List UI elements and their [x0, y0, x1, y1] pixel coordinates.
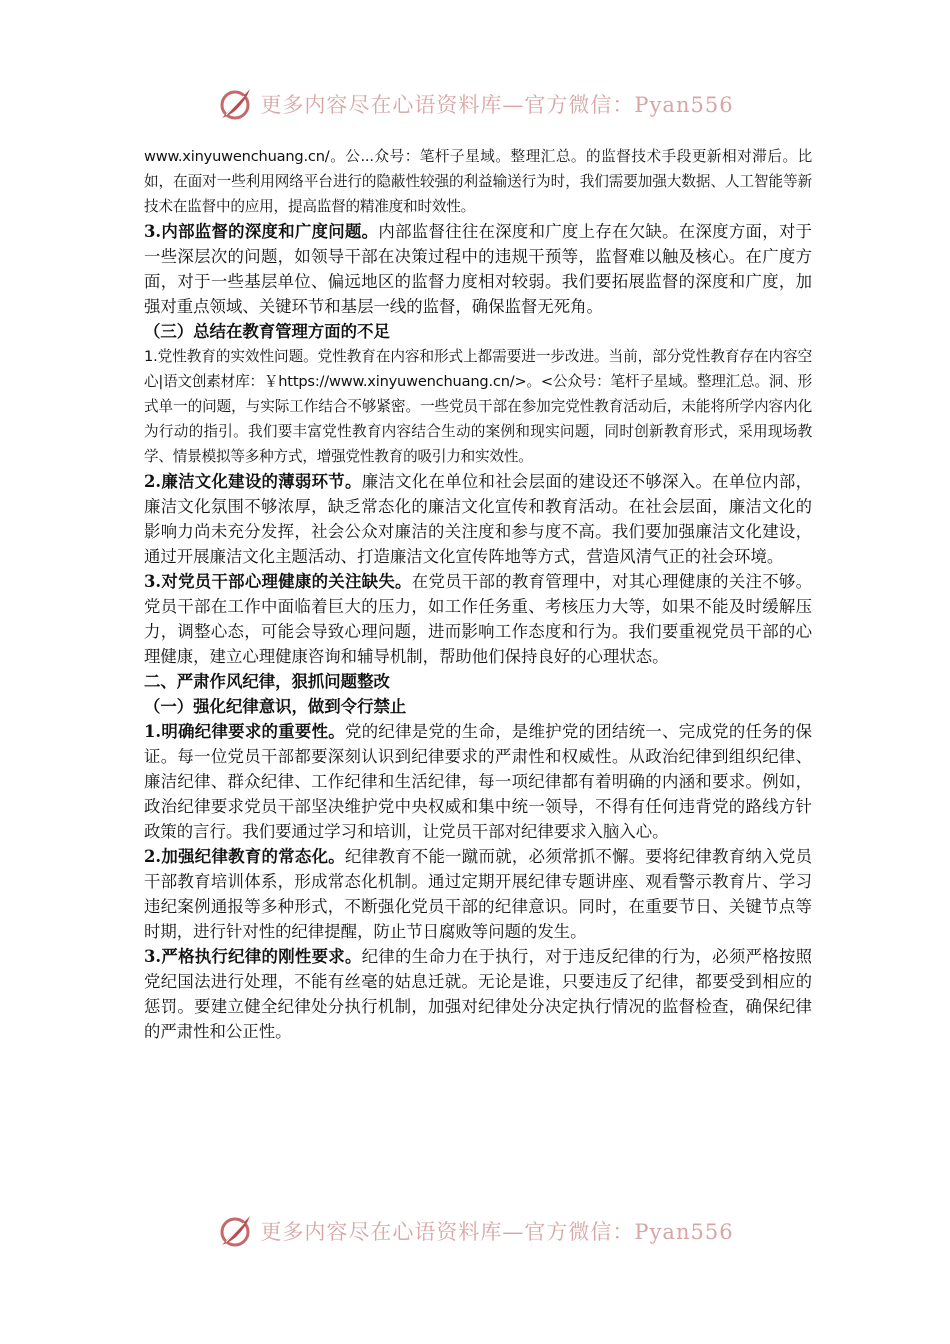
body-paragraph — [144, 944, 812, 1044]
feather-quill-logo-icon — [216, 84, 256, 124]
paragraph-text: 党的纪律是党的生命，是维护党的团结统一、完成党的任务的保证。每一位党员干部都要深刻认识到纪律要求的严肃性和权威性。从政治纪律到组织纪律、廉洁纪律、群众纪律、工作纪律和生活纪律，每一项纪律都有着明确的内涵和要求。例如，政治纪律要求党员干部坚决维护党中央权威和集中统一领导，不得有任何违背党的路线方针政策的言行。我们要通过学习和培训，让党员干部对纪律要求入脑入心。 — [144, 722, 812, 841]
paragraph-lead: （一）强化纪律意识，做到令行禁止 — [144, 697, 407, 716]
body-paragraph — [144, 219, 812, 319]
paragraph-text: 内部监督往往在深度和广度上存在欠缺。在深度方面，对于一些深层次的问题，如领导干部在决策过程中的违规干预等，监督难以触及核心。在广度方面，对于一些基层单位、偏远地区的监督力度相对较弱。我们要拓展监督的深度和广度，加强对重点领域、关键环节和基层一线的监督，确保监督无死角。 — [144, 222, 812, 316]
paragraph-lead: 3.内部监督的深度和广度问题。 — [144, 222, 379, 241]
paragraph-text: 纪律的生命力在于执行，对于违反纪律的行为，必须严格按照党纪国法进行处理，不能有丝毫的姑息迁就。无论是谁，只要违反了纪律，都要受到相应的惩罚。要建立健全纪律处分执行机制，加强对纪律处分决定执行情况的监督检查，确保纪律的严肃性和公正性。 — [144, 947, 812, 1041]
banner-text: 更多内容尽在心语资料库—官方微信：Pyan556 — [260, 1220, 734, 1244]
paragraph-lead: 2.廉洁文化建设的薄弱环节。 — [144, 472, 362, 491]
paragraph-text: 在党员干部的教育管理中，对其心理健康的关注不够。党员干部在工作中面临着巨大的压力，如工作任务重、考核压力大等，如果不能及时缓解压力，调整心态，可能会导致心理问题，进而影响工作态度和行为。我们要重视党员干部的心理健康，建立心理健康咨询和辅导机制，帮助他们保持良好的心理状态。 — [144, 572, 812, 666]
paragraph-lead: 1.明确纪律要求的重要性。 — [144, 722, 345, 741]
paragraph-lead: 3.严格执行纪律的刚性要求。 — [144, 947, 362, 966]
paragraph-lead: 3.对党员干部心理健康的关注缺失。 — [144, 572, 412, 591]
body-paragraph — [144, 344, 812, 469]
paragraph-lead: （三）总结在教育管理方面的不足 — [144, 322, 390, 341]
banner-text: 更多内容尽在心语资料库—官方微信：Pyan556 — [260, 93, 734, 117]
subsection-heading — [144, 319, 812, 344]
subsection-heading — [144, 694, 812, 719]
header-banner — [0, 82, 950, 126]
paragraph-text: 1.党性教育的实效性问题。党性教育在内容和形式上都需要进一步改进。当前，部分党性教育存在内容空心|语文创素材库：￥https://www.xinyuwenchuang.cn/>。<公众号：笔杆子星域。整理汇总。洞、形式单一的问题，与实际工作结合不够紧密。一些党员干部在参加完党性教育活动后，未能将所学内容内化为行动的指引。我们要丰富党性教育内容结合生动的案例和现实问题，同时创新教育形式，采用现场教学、情景模拟等多种方式，增强党性教育的吸引力和实效性。 — [144, 348, 813, 465]
body-paragraph — [144, 844, 812, 944]
body-paragraph — [144, 719, 812, 844]
feather-quill-logo-icon — [216, 1211, 256, 1251]
paragraph-text: 纪律教育不能一蹴而就，必须常抓不懈。要将纪律教育纳入党员干部教育培训体系，形成常态化机制。通过定期开展纪律专题讲座、观看警示教育片、学习违纪案例通报等多种形式，不断强化党员干部的纪律意识。同时，在重要节日、关键节点等时期，进行针对性的纪律提醒，防止节日腐败等问题的发生。 — [144, 847, 812, 941]
footer-banner — [0, 1209, 950, 1253]
paragraph-lead: 2.加强纪律教育的常态化。 — [144, 847, 345, 866]
body-paragraph — [144, 144, 812, 219]
section-heading — [144, 669, 812, 694]
body-paragraph — [144, 469, 812, 569]
body-paragraph — [144, 569, 812, 669]
paragraph-text: 廉洁文化在单位和社会层面的建设还不够深入。在单位内部，廉洁文化氛围不够浓厚，缺乏常态化的廉洁文化宣传和教育活动。在社会层面，廉洁文化的影响力尚未充分发挥，社会公众对廉洁的关注度和参与度不高。我们要加强廉洁文化建设，通过开展廉洁文化主题活动、打造廉洁文化宣传阵地等方式，营造风清气正的社会环境。 — [144, 472, 812, 566]
document-body — [144, 144, 812, 1044]
paragraph-lead: 二、严肃作风纪律，狠抓问题整改 — [144, 672, 390, 691]
paragraph-text: www.xinyuwenchuang.cn/。公...众号：笔杆子星域。整理汇总。的监督技术手段更新相对滞后。比如，在面对一些利用网络平台进行的隐蔽性较强的利益输送行为时，我们需要加强大数据、人工智能等新技术在监督中的应用，提高监督的精准度和时效性。 — [144, 148, 812, 215]
